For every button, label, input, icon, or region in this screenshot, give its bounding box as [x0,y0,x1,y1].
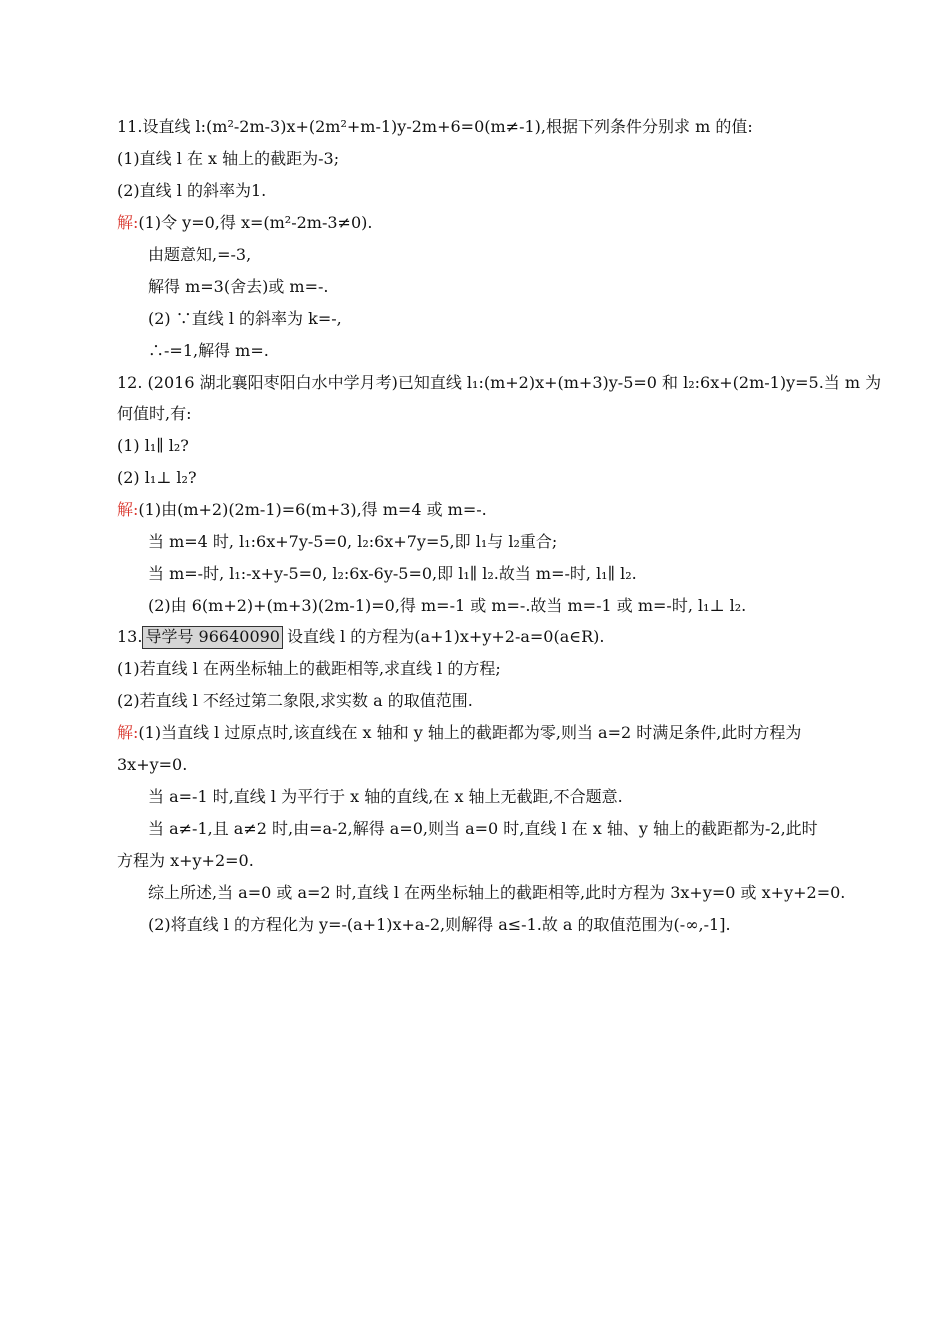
q11-solution-4: (2) ∵直线 l 的斜率为 k=-, [148,309,342,328]
q11-solution-2: 由题意知,=-3, [148,245,252,264]
q11-part1: (1)直线 l 在 x 轴上的截距为-3; [117,149,340,168]
q12-stem: 12. (2016 湖北襄阳枣阳白水中学月考)已知直线 l₁:(m+2)x+(m+3)y-5=0 和 l₂:6x+(2m-1)y=5.当 m 为 [117,373,882,392]
q12-solution-4: (2)由 6(m+2)+(m+3)(2m-1)=0,得 m=-1 或 m=-.故当 m=-1 或 m=-时, l₁⊥ l₂. [148,596,747,615]
guide-number-badge: 导学号 96640090 [142,626,283,649]
q13-solution-3-cont: 方程为 x+y+2=0. [117,851,254,870]
q11-solution-3: 解得 m=3(舍去)或 m=-. [148,277,329,296]
q13-stem: 13. 导学号 96640090 设直线 l 的方程为(a+1)x+y+2-a=0(a∈R). [117,625,840,649]
q13-part2: (2)若直线 l 不经过第二象限,求实数 a 的取值范围. [117,691,473,710]
q12-part1: (1) l₁∥ l₂? [117,436,189,455]
q12-solution-2: 当 m=4 时, l₁:6x+7y-5=0, l₂:6x+7y=5,即 l₁与 l₂重合; [148,532,558,551]
q13-solution-2: 当 a=-1 时,直线 l 为平行于 x 轴的直线,在 x 轴上无截距,不合题意. [148,787,623,806]
q11-stem: 11.设直线 l:(m²-2m-3)x+(2m²+m-1)y-2m+6=0(m≠-1),根据下列条件分别求 m 的值: [117,117,753,136]
q13-part1: (1)若直线 l 在两坐标轴上的截距相等,求直线 l 的方程; [117,659,501,678]
solution-label: 解: [117,500,139,519]
q12-stem-cont: 何值时,有: [117,404,192,423]
q13-solution-4: 综上所述,当 a=0 或 a=2 时,直线 l 在两坐标轴上的截距相等,此时方程为 3x+y=0 或 x+y+2=0. [148,883,846,902]
q12-solution-3: 当 m=-时, l₁:-x+y-5=0, l₂:6x-6y-5=0,即 l₁∥ l₂.故当 m=-时, l₁∥ l₂. [148,564,637,583]
q13-solution-1: 解:(1)当直线 l 过原点时,该直线在 x 轴和 y 轴上的截距都为零,则当 a=2 时满足条件,此时方程为 [117,723,802,742]
q13-solution-1-cont: 3x+y=0. [117,755,188,774]
solution-label: 解: [117,213,139,232]
q11-solution-1: 解:(1)令 y=0,得 x=(m²-2m-3≠0). [117,213,373,232]
solution-label: 解: [117,723,139,742]
q13-solution-5: (2)将直线 l 的方程化为 y=-(a+1)x+a-2,则解得 a≤-1.故 a 的取值范围为(-∞,-1]. [148,915,731,934]
q11-part2: (2)直线 l 的斜率为1. [117,181,267,200]
q12-solution-1: 解:(1)由(m+2)(2m-1)=6(m+3),得 m=4 或 m=-. [117,500,487,519]
q11-solution-5: ∴-=1,解得 m=. [148,341,269,360]
q12-part2: (2) l₁⊥ l₂? [117,468,197,487]
q13-solution-3: 当 a≠-1,且 a≠2 时,由=a-2,解得 a=0,则当 a=0 时,直线 l 在 x 轴、y 轴上的截距都为-2,此时 [148,819,818,838]
